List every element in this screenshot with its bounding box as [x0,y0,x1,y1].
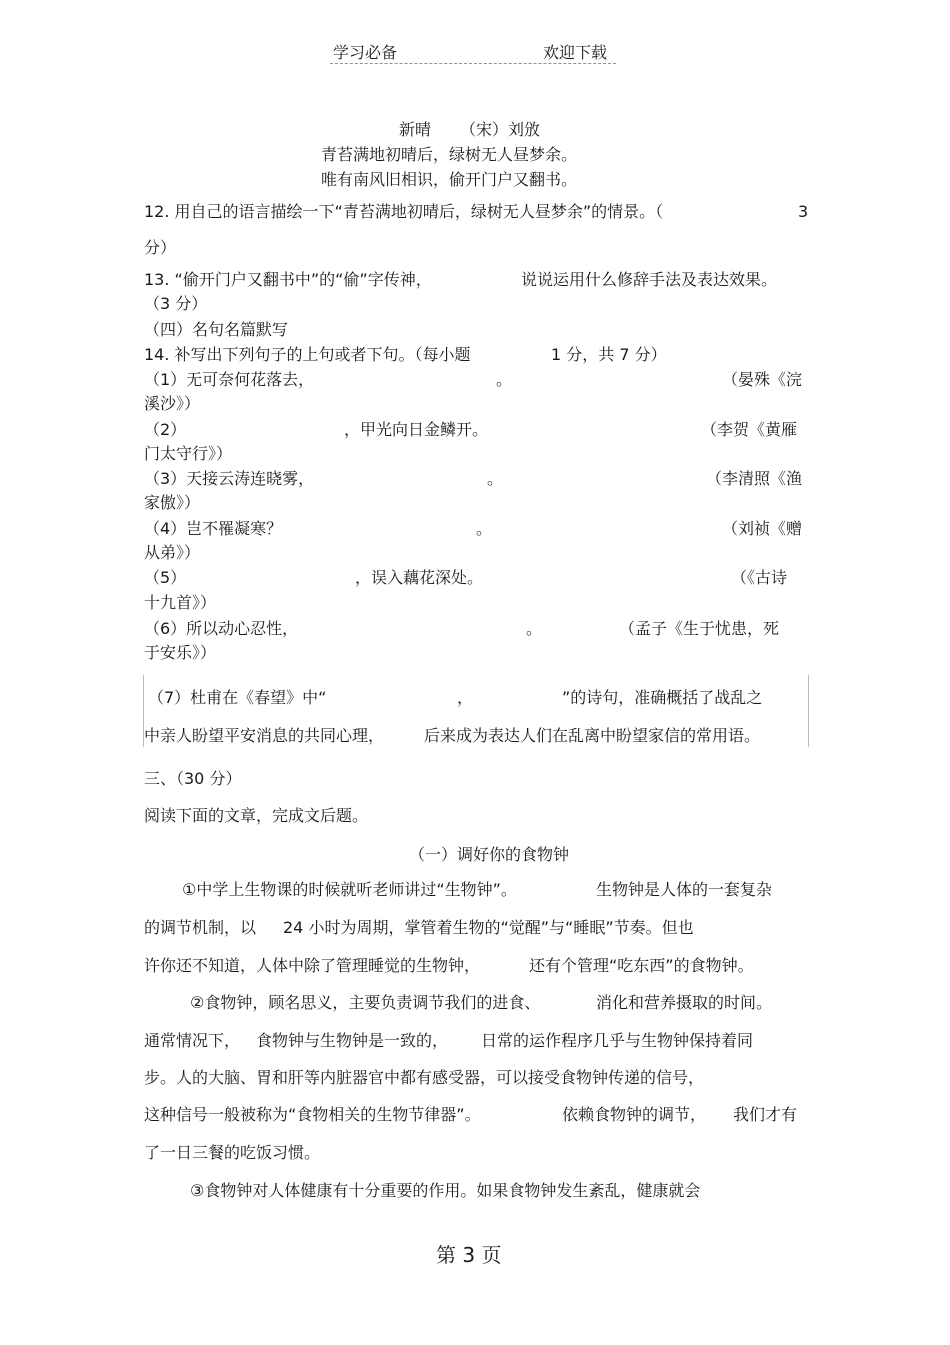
item-7-text-b: ”的诗句，准确概括了战乱之 [562,688,763,707]
p2-line-1a: ②食物钟，顾名思义，主要负责调节我们的进食、 [190,993,541,1012]
p1-line-3b: 还有个管理“吃东西”的食物钟。 [529,956,754,975]
p3-line-1: ③食物钟对人体健康有十分重要的作用。如果食物钟发生紊乱，健康就会 [190,1181,701,1200]
p2-line-2b: 食物钟与生物钟是一致的， [256,1031,449,1050]
poem-author: （宋）刘攽 [460,120,541,139]
article-title: （一）调好你的食物钟 [409,845,570,864]
item-5-source: （《古诗 [731,568,788,587]
item-5-text: （5） [144,568,187,587]
item-6-text: （6）所以动心忍性， [144,619,299,638]
item-6-mark: 。 [526,619,543,638]
poem-title: 新晴 [399,120,432,139]
page-number: 第 3 页 [436,1243,502,1267]
p1-line-2b: 24 小时为周期，掌管着生物的“觉醒”与“睡眠”节奏。但也 [283,918,694,937]
poem-line-2: 唯有南风旧相识，偷开门户又翻书。 [321,170,578,189]
p2-line-2a: 通常情况下， [144,1031,241,1050]
q13-text-b: 说说运用什么修辞手法及表达效果。 [521,270,778,289]
p2-line-4b: 依赖食物钟的调节， [562,1105,707,1124]
instruction: 阅读下面的文章，完成文后题。 [144,806,369,825]
item-4-source: （刘祯《赠 [722,519,803,538]
item-4-source-tail: 从弟》） [144,543,201,562]
item-3-mark: 。 [487,469,504,488]
item-2-source-tail: 门太守行》） [144,444,233,463]
item-7-comma: ， [457,688,474,707]
section-4-heading: （四）名句名篇默写 [144,320,289,339]
item-1-source-tail: 溪沙》） [144,394,201,413]
p2-line-1b: 消化和营养摄取的时间。 [596,993,773,1012]
item-2-source: （李贺《黄雁 [701,420,798,439]
header-right: 欢迎下载 [543,43,608,62]
p2-line-5: 了一日三餐的吃饭习惯。 [144,1143,321,1162]
item-1-text: （1）无可奈何花落去， [144,370,315,389]
item-3-source: （李清照《渔 [706,469,803,488]
item-1-source: （晏殊《浣 [722,370,803,389]
item-5-text-b: ，误入藕花深处。 [355,568,484,587]
item-3-source-tail: 家傲》） [144,493,201,512]
item-2-text-b: ，甲光向日金鳞开。 [344,420,489,439]
q14-score: 1 分，共 7 分） [551,345,667,364]
item-7-text: （7）杜甫在《春望》中“ [148,688,327,707]
p2-line-2c: 日常的运作程序几乎与生物钟保持着同 [481,1031,754,1050]
q12-score: 3 [798,202,809,221]
section-3-heading: 三、（30 分） [144,769,242,788]
item-5-source-tail: 十九首》） [144,593,217,612]
q14-intro: 14. 补写出下列句子的上句或者下句。（每小题 [144,345,471,364]
header-left: 学习必备 [333,43,398,62]
item-7-line-2: 中亲人盼望平安消息的共同心理， [144,726,385,745]
p2-line-4c: 我们才有 [733,1105,798,1124]
p2-line-4a: 这种信号一般被称为“食物相关的生物节律器”。 [144,1105,481,1124]
item-4-text: （4）岂不罹凝寒？ [144,519,283,538]
item-7-line-2b: 后来成为表达人们在乱离中盼望家信的常用语。 [424,726,761,745]
q12-text: 12. 用自己的语言描绘一下“青苔满地初晴后，绿树无人昼梦余”的情景。（ [144,202,664,221]
p2-line-3: 步。人的大脑、胃和肝等内脏器官中都有感受器，可以接受食物钟传递的信号， [144,1068,705,1087]
q13-text: 13. “偷开门户又翻书中”的“偷”字传神， [144,270,432,289]
item-3-text: （3）天接云涛连晓雾， [144,469,315,488]
item-4-mark: 。 [476,519,493,538]
p1-line-1b: 生物钟是人体的一套复杂 [596,880,773,899]
item-2-text: （2） [144,420,187,439]
item-6-source-tail: 于安乐》） [144,643,217,662]
p1-line-1a: ①中学上生物课的时候就听老师讲过“生物钟”。 [182,880,517,899]
p1-line-2a: 的调节机制，以 [144,918,257,937]
q12-unit: 分） [144,238,177,257]
p1-line-3a: 许你还不知道，人体中除了管理睡觉的生物钟， [144,956,481,975]
item-1-mark: 。 [496,370,513,389]
item-6-source: （孟子《生于忧患，死 [619,619,780,638]
q13-score: （3 分） [144,294,208,313]
header-divider [330,63,616,64]
poem-line-1: 青苔满地初晴后，绿树无人昼梦余。 [321,145,578,164]
